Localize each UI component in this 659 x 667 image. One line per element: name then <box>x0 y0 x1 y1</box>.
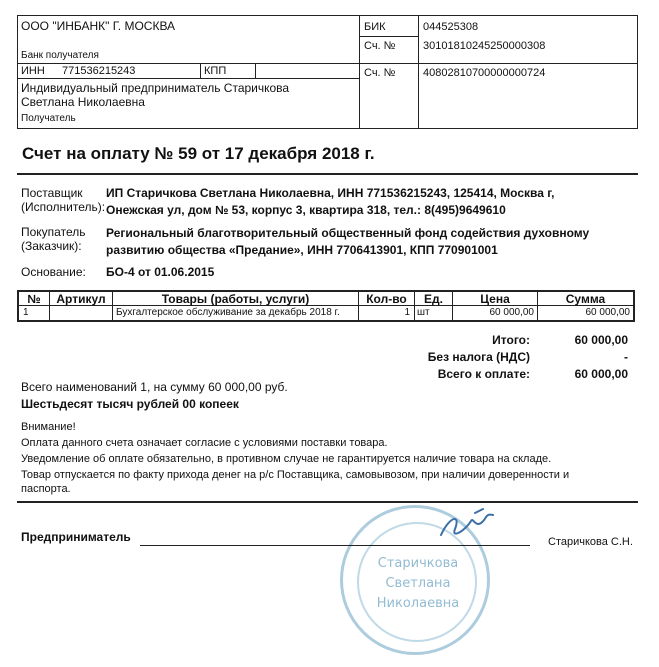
col-header-number: № <box>27 292 41 306</box>
stamp-text-line2: Светлана <box>385 576 451 591</box>
col-header-goods: Товары (работы, услуги) <box>161 292 310 306</box>
notice-line2: Уведомление об оплате обязательно, в противном случае не гарантируется наличие товара на складе. <box>21 453 552 465</box>
recipient-label: Получатель <box>21 113 76 124</box>
total-label: Итого: <box>492 333 530 347</box>
amount-in-words: Шестьдесят тысяч рублей 00 копеек <box>21 397 239 411</box>
account-value: 40802810700000000724 <box>423 67 546 79</box>
stamp-text-line3: Николаевна <box>376 596 460 611</box>
pay-label: Всего к оплате: <box>437 367 530 381</box>
row-price: 60 000,00 <box>489 307 534 318</box>
handwritten-signature <box>435 505 505 550</box>
col-header-price: Цена <box>480 292 510 306</box>
total-value: 60 000,00 <box>574 333 628 347</box>
row-qty: 1 <box>404 307 410 318</box>
kpp-label: КПП <box>204 65 227 77</box>
notice-title: Внимание! <box>21 421 76 433</box>
notice-line3: Товар отпускается по факту прихода денег на р/с Поставщика, самовывозом, при наличии доверенности и <box>21 469 570 481</box>
supplier-line2: Онежская ул, дом № 53, корпус 3, квартира 318, тел.: 8(495)9649610 <box>106 203 506 217</box>
recipient-name-line1: Индивидуальный предприниматель Старичкова <box>21 81 290 95</box>
buyer-label: Покупатель <box>21 225 86 239</box>
corr-account-label: Сч. № <box>364 40 396 52</box>
vat-label: Без налога (НДС) <box>427 350 530 364</box>
col-header-unit: Ед. <box>424 292 443 306</box>
recipient-bank-label: Банк получателя <box>21 50 99 61</box>
account-label: Сч. № <box>364 67 396 79</box>
invoice-title: Счет на оплату № 59 от 17 декабря 2018 г. <box>22 144 375 163</box>
corr-account-value: 30101810245250000308 <box>423 40 546 52</box>
buyer-line2: развитию общества «Предание», ИНН 7706413901, КПП 770901001 <box>106 243 498 257</box>
notice-line1: Оплата данного счета означает согласие с условиями поставки товара. <box>21 437 388 449</box>
signature-name: Старичкова С.Н. <box>548 536 633 548</box>
row-unit: шт <box>417 307 430 318</box>
supplier-label: Поставщик <box>21 186 83 200</box>
bik-label: БИК <box>364 21 386 33</box>
vat-value: - <box>624 350 628 364</box>
inn-label: ИНН <box>21 65 45 77</box>
basis-label: Основание: <box>21 265 86 279</box>
col-header-sum: Сумма <box>565 292 606 306</box>
supplier-line1: ИП Старичкова Светлана Николаевна, ИНН 771536215243, 125414, Москва г, <box>106 186 555 200</box>
col-header-article: Артикул <box>56 292 106 306</box>
row-number: 1 <box>23 307 29 318</box>
buyer-line1: Региональный благотворительный общественный фонд содействия духовному <box>106 226 590 240</box>
pay-value: 60 000,00 <box>574 367 628 381</box>
recipient-name-line2: Светлана Николаевна <box>21 95 145 109</box>
stamp-text-line1: Старичкова <box>377 556 459 571</box>
supplier-label-sub: (Исполнитель): <box>21 200 106 214</box>
signature-role: Предприниматель <box>21 530 131 544</box>
bik-value: 044525308 <box>423 21 479 33</box>
inn-value: 771536215243 <box>62 65 136 77</box>
buyer-label-sub: (Заказчик): <box>21 239 82 253</box>
col-header-qty: Кол-во <box>366 292 407 306</box>
row-sum: 60 000,00 <box>585 307 630 318</box>
row-goods: Бухгалтерское обслуживание за декабрь 2018 г. <box>116 307 340 318</box>
items-count-summary: Всего наименований 1, на сумму 60 000,00 руб. <box>21 380 288 394</box>
basis-value: БО-4 от 01.06.2015 <box>106 265 215 279</box>
bank-name: ООО "ИНБАНК" Г. МОСКВА <box>21 19 176 33</box>
notice-line4: паспорта. <box>21 483 71 495</box>
